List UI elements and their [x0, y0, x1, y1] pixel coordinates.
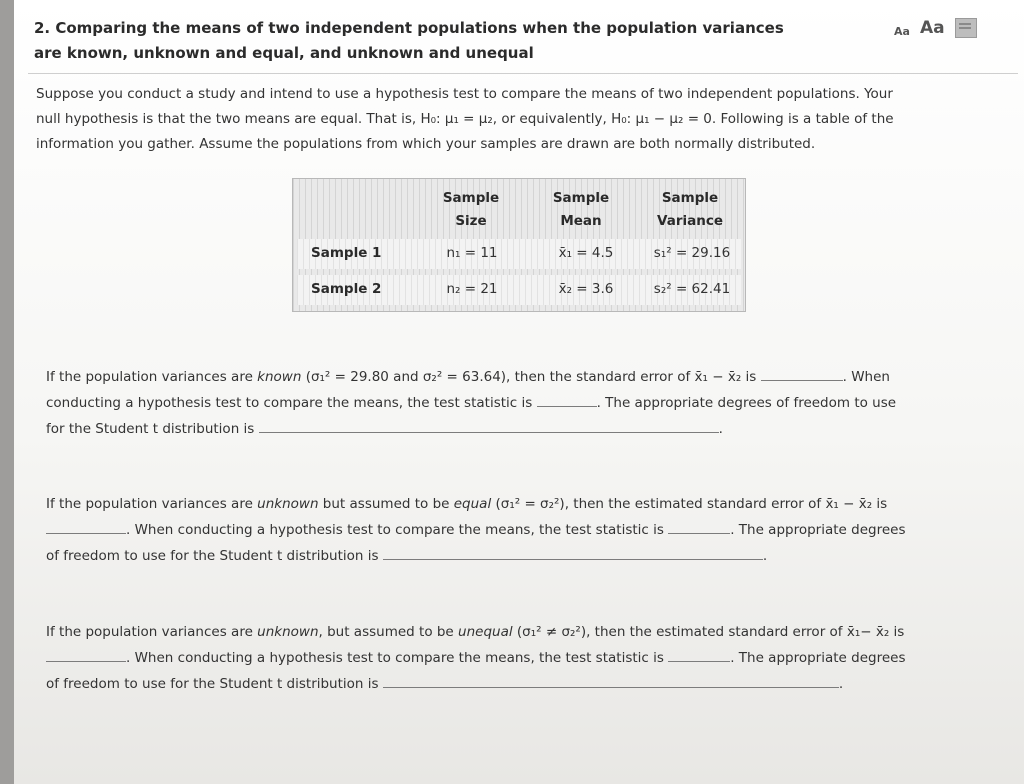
title-divider — [28, 73, 1018, 74]
question-known-variances — [46, 364, 996, 442]
q1-text: . When — [842, 369, 890, 385]
header-variance-line2: Variance — [657, 213, 723, 229]
q1-text: conducting a hypothesis test to compare the means, the test statistic is — [46, 395, 533, 411]
q3-degrees-of-freedom-blank[interactable] — [383, 671, 839, 688]
q1-text: If the population variances are — [46, 369, 258, 385]
table-row — [297, 275, 741, 305]
row-label-sample-1: Sample 1 — [311, 245, 382, 261]
header-sample-size — [421, 187, 521, 233]
q2-text: of freedom to use for the Student t distribution is — [46, 548, 379, 564]
row-label-sample-2: Sample 2 — [311, 281, 382, 297]
q2-text: . — [762, 548, 768, 564]
q2-standard-error-blank[interactable] — [46, 517, 126, 534]
q3-line-1 — [46, 620, 996, 645]
title-line-1: 2. Comparing the means of two independent populations when the population variances — [34, 19, 784, 37]
intro-line-1: Suppose you conduct a study and intend to use a hypothesis test to compare the means of two independent populations. Your — [36, 86, 893, 102]
header-sample-mean — [531, 187, 631, 233]
q3-text: of freedom to use for the Student t distribution is — [46, 676, 379, 692]
q3-emphasis-unequal: unequal — [458, 624, 513, 640]
q3-text: If the population variances are — [46, 624, 258, 640]
q1-text: (σ₁² = 29.80 and σ₂² = 63.64), then the standard error of x̄₁ − x̄₂ is — [301, 369, 757, 385]
cell-mean-1: x̄₁ = 4.5 — [558, 245, 614, 261]
q3-text: . The appropriate degrees — [730, 650, 906, 666]
q3-line-2 — [46, 645, 996, 671]
cell-mean-2: x̄₂ = 3.6 — [558, 281, 614, 297]
header-mean-line1: Sample — [552, 190, 610, 206]
decrease-text-size-button[interactable]: Aa — [894, 25, 910, 38]
table-row — [297, 239, 741, 269]
intro-line-3: information you gather. Assume the populations from which your samples are drawn are both normally distributed. — [36, 136, 816, 152]
q3-text: . When conducting a hypothesis test to compare the means, the test statistic is — [126, 650, 664, 666]
q2-text: . The appropriate degrees — [730, 522, 906, 538]
problem-title — [34, 16, 894, 66]
increase-text-size-button[interactable]: Aa — [919, 18, 945, 38]
q3-standard-error-blank[interactable] — [46, 645, 126, 662]
q2-degrees-of-freedom-blank[interactable] — [383, 543, 763, 560]
header-variance-line1: Sample — [661, 190, 719, 206]
q3-text: (σ₁² ≠ σ₂²), then the estimated standard error of x̄₁− x̄₂ is — [512, 624, 905, 640]
cell-variance-1: s₁² = 29.16 — [653, 245, 731, 261]
cell-variance-2: s₂² = 62.41 — [653, 281, 731, 297]
q1-emphasis-known: known — [257, 369, 302, 385]
q2-emphasis-equal: equal — [453, 496, 492, 512]
q3-test-statistic-blank[interactable] — [668, 645, 730, 662]
header-size-line2: Size — [455, 213, 487, 229]
q3-text: . — [838, 676, 844, 692]
q1-text: . The appropriate degrees of freedom to use — [596, 395, 897, 411]
cell-size-2: n₂ = 21 — [446, 281, 498, 297]
header-sample-variance — [635, 187, 745, 233]
q2-line-1 — [46, 492, 996, 517]
q2-line-2 — [46, 517, 996, 543]
q2-emphasis-unknown: unknown — [257, 496, 319, 512]
q1-line-1 — [46, 364, 996, 390]
q1-line-3 — [46, 416, 996, 442]
q3-emphasis-unknown: unknown — [257, 624, 319, 640]
q2-test-statistic-blank[interactable] — [668, 517, 730, 534]
q3-line-3 — [46, 671, 996, 697]
q1-degrees-of-freedom-blank[interactable] — [259, 416, 719, 433]
sample-data-table — [292, 178, 746, 312]
cell-size-1: n₁ = 11 — [446, 245, 498, 261]
q3-text: , but assumed to be — [318, 624, 459, 640]
print-icon[interactable] — [955, 18, 977, 38]
q1-line-2 — [46, 390, 996, 416]
q2-text: but assumed to be — [318, 496, 454, 512]
q1-standard-error-blank[interactable] — [761, 364, 843, 381]
question-unknown-equal-variances — [46, 492, 996, 569]
title-line-2: are known, unknown and equal, and unknown and unequal — [34, 44, 534, 62]
header-size-line1: Sample — [442, 190, 500, 206]
q1-text: for the Student t distribution is — [46, 421, 255, 437]
question-unknown-unequal-variances — [46, 620, 996, 697]
q2-text: If the population variances are — [46, 496, 258, 512]
intro-line-2: null hypothesis is that the two means are equal. That is, H₀: μ₁ = μ₂, or equivalently, H₀: μ₁ − μ₂ = 0. Following is a table of the — [36, 111, 894, 127]
q2-text: (σ₁² = σ₂²), then the estimated standard error of x̄₁ − x̄₂ is — [491, 496, 888, 512]
intro-paragraph — [36, 82, 1002, 157]
q1-text: . — [718, 421, 723, 437]
q2-text: . When conducting a hypothesis test to compare the means, the test statistic is — [126, 522, 664, 538]
q2-line-3 — [46, 543, 996, 569]
header-mean-line2: Mean — [560, 213, 602, 229]
problem-sheet — [14, 0, 1024, 784]
text-tools — [894, 18, 977, 38]
q1-test-statistic-blank[interactable] — [537, 390, 597, 407]
